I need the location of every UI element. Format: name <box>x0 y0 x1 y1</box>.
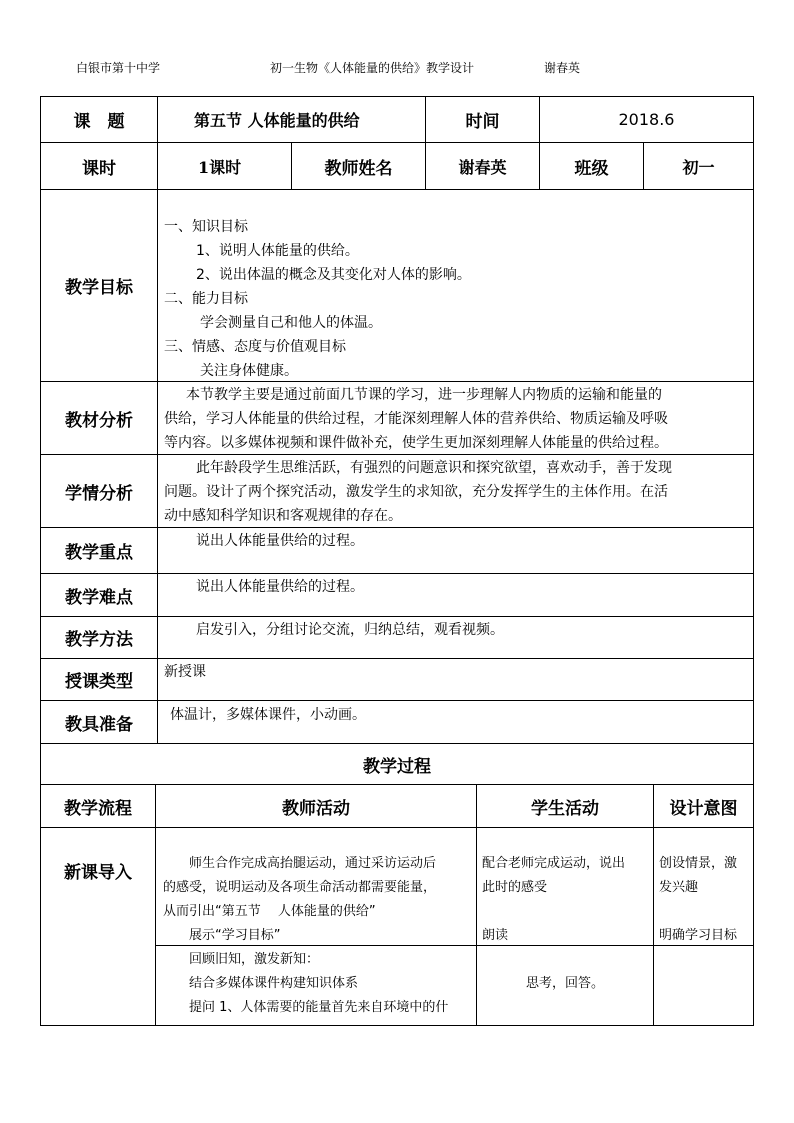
stage-intro: 新课导入 <box>64 862 132 883</box>
teacher-name: 谢春英 <box>458 157 507 177</box>
material-line: 等内容。以多媒体视频和课件做补充，使学生更加深刻理解人体能量的供给过程。 <box>164 435 668 451</box>
label-time: 时间 <box>465 112 500 132</box>
label-key-point: 教学重点 <box>65 543 133 563</box>
student-activity-line: 配合老师完成运动，说出 <box>482 856 626 871</box>
students-text <box>164 456 752 528</box>
intro-design-intent <box>659 852 753 948</box>
label-tools: 教具准备 <box>65 714 133 735</box>
label-topic: 课 题 <box>73 112 125 132</box>
intro-student-activity <box>482 852 652 948</box>
method-text: 启发引入，分组讨论交流，归纳总结，观看视频。 <box>196 622 504 638</box>
lesson-period: 1课时 <box>198 157 242 177</box>
students-line: 此年龄段学生思维活跃，有强烈的问题意识和探究欲望，喜欢动手，善于发现 <box>196 460 672 476</box>
intent-line: 发兴趣 <box>659 880 699 895</box>
header-title: 初一生物《人体能量的供给》教学设计 <box>270 61 475 75</box>
difficulty-text: 说出人体能量供给的过程。 <box>196 579 364 595</box>
label-class: 班级 <box>574 158 609 179</box>
intro-teacher-activity <box>163 852 475 948</box>
teacher-activity-line: 的感受，说明运动及各项生命活动都需要能量， <box>163 880 437 895</box>
label-material: 教材分析 <box>65 410 133 431</box>
lesson-type-text: 新授课 <box>164 664 206 680</box>
student-activity-line: 朗读 <box>482 928 509 943</box>
header-teacher-activity: 教师活动 <box>282 798 350 819</box>
label-period: 课时 <box>82 158 116 179</box>
objective-line: 2、说出体温的概念及其变化对人体的影响。 <box>196 267 471 283</box>
teacher-activity-line: 师生合作完成高抬腿运动，通过采访运动后 <box>189 856 437 871</box>
teacher-activity-line: 从而引出“第五节 人体能量的供给” <box>163 904 376 919</box>
teacher-activity-line: 结合多媒体课件构建知识体系 <box>189 976 359 991</box>
teacher-activity-line: 提问 1、人体需要的能量首先来自环境中的什 <box>189 1000 449 1015</box>
header-stage: 教学流程 <box>64 798 132 819</box>
intent-line: 创设情景，激 <box>659 856 738 871</box>
teacher-activity-line: 展示“学习目标” <box>189 928 281 943</box>
process-title: 教学过程 <box>363 756 431 777</box>
students-line: 动中感知科学知识和客观规律的存在。 <box>164 508 402 524</box>
lesson-date: 2018.6 <box>618 110 675 129</box>
header-school: 白银市第十中学 <box>76 61 161 75</box>
label-teacher: 教师姓名 <box>324 158 393 179</box>
objective-line: 三、情感、态度与价值观目标 <box>164 339 346 355</box>
key-point-text: 说出人体能量供给的过程。 <box>196 533 364 549</box>
class-grade: 初一 <box>682 157 715 177</box>
objective-line: 一、知识目标 <box>164 219 248 235</box>
material-line: 供给，学习人体能量的供给过程，才能深刻理解人体的营养供给、物质运输及呼吸 <box>164 411 668 427</box>
student-activity-line: 此时的感受 <box>482 880 548 895</box>
material-text <box>164 383 752 455</box>
objective-line: 二、能力目标 <box>164 291 248 307</box>
label-objectives: 教学目标 <box>65 278 133 298</box>
label-students: 学情分析 <box>65 483 133 504</box>
objective-line: 学会测量自己和他人的体温。 <box>200 315 382 331</box>
header-design-intent: 设计意图 <box>669 798 738 819</box>
tools-text: 体温计，多媒体课件，小动画。 <box>170 707 366 723</box>
label-lesson-type: 授课类型 <box>65 672 133 692</box>
teacher-activity-line: 回顾旧知，激发新知： <box>189 952 320 967</box>
material-line: 本节教学主要是通过前面几节课的学习，进一步理解人内物质的运输和能量的 <box>186 387 662 403</box>
header-student-activity: 学生活动 <box>531 798 599 819</box>
objective-line: 1、说明人体能量的供给。 <box>196 243 359 259</box>
intent-line: 明确学习目标 <box>659 928 738 943</box>
review-student-activity: 思考，回答。 <box>525 976 604 991</box>
review-teacher-activity <box>189 948 475 1020</box>
label-method: 教学方法 <box>65 630 133 650</box>
header-author: 谢春英 <box>544 61 581 75</box>
objective-line: 关注身体健康。 <box>200 363 298 379</box>
objectives-list <box>164 215 749 383</box>
students-line: 问题。设计了两个探究活动，激发学生的求知欲，充分发挥学生的主体作用。在活 <box>164 484 668 500</box>
lesson-topic: 第五节 人体能量的供给 <box>194 111 360 130</box>
label-difficulty: 教学难点 <box>65 587 133 608</box>
